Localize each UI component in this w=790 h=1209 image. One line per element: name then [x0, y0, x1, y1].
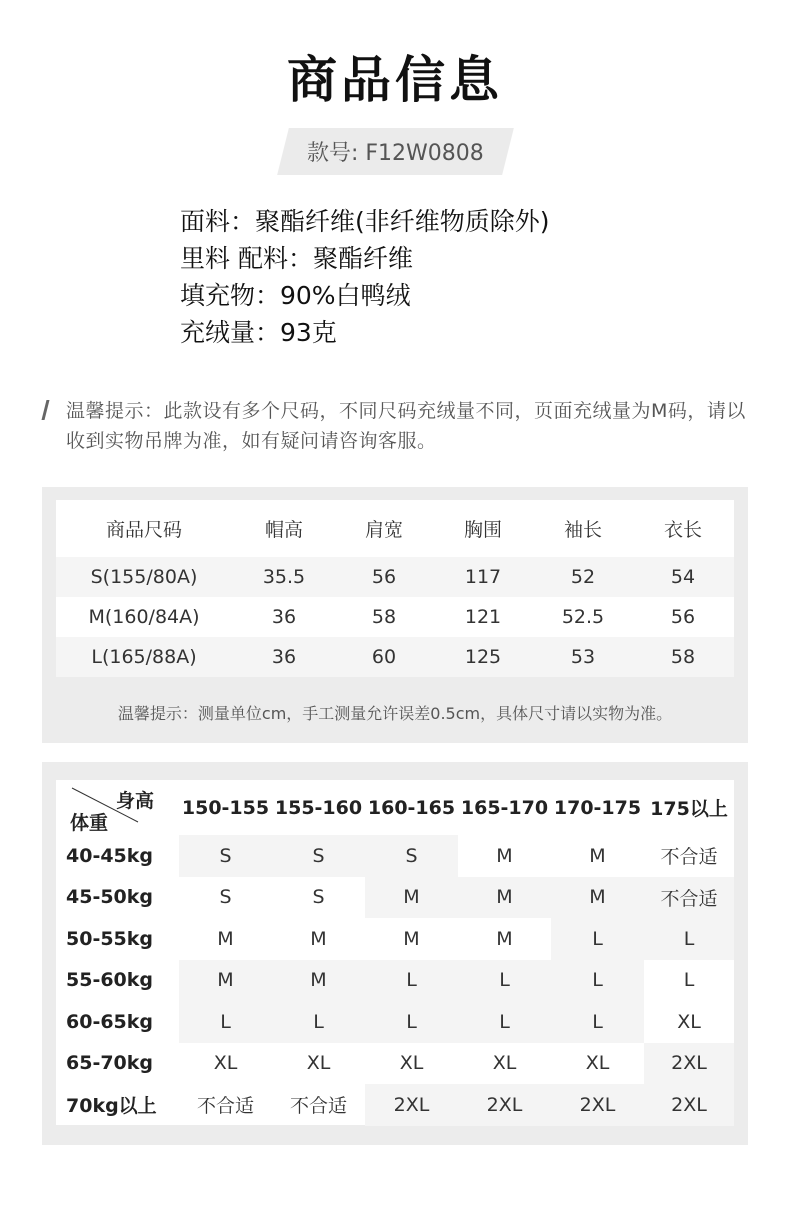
size-table-header-row [56, 500, 734, 557]
weight-range-label: 40-45kg [66, 844, 154, 867]
size-table-cell: 52.5 [561, 606, 605, 628]
recommended-size-cell: 2XL [644, 1043, 734, 1085]
table-row [56, 1043, 734, 1085]
table-row [56, 557, 734, 597]
weight-range-label: 45-50kg [66, 886, 154, 909]
size-table-cell: 36 [271, 606, 297, 628]
recommended-size-cell: 不合适 [289, 1095, 347, 1118]
material-line: 面料：聚酯纤维(非纤维物质除外) [180, 207, 550, 236]
table-row [56, 877, 734, 919]
recommended-size-cell: 2XL [551, 1084, 644, 1126]
height-range-header: 155-160 [274, 796, 363, 819]
recommended-size-cell: L [365, 960, 458, 1002]
size-table-cell: 117 [464, 566, 502, 588]
height-range-header: 160-165 [367, 796, 456, 819]
size-table-cell: 56 [371, 566, 397, 588]
height-range-header: 165-170 [460, 796, 549, 819]
table-row [56, 835, 734, 877]
size-table-cell: S(155/80A) [90, 566, 198, 588]
size-table-cell: 60 [371, 646, 397, 668]
recommended-size-cell: S [365, 835, 458, 877]
recommended-size-cell: L [551, 960, 644, 1002]
size-table-header-cell: 衣长 [663, 519, 702, 541]
recommended-size-cell: L [365, 1001, 458, 1043]
recommended-size-cell: M [179, 960, 272, 1002]
size-table-header-cell: 帽高 [264, 519, 303, 541]
sku-badge [277, 128, 514, 175]
material-line: 填充物：90%白鸭绒 [180, 281, 411, 310]
weight-range-label: 55-60kg [66, 969, 154, 992]
table-row [56, 1084, 734, 1126]
size-table [56, 500, 734, 677]
materials-list [180, 203, 550, 351]
size-table-header-cell: 肩宽 [364, 519, 403, 541]
recommended-size-cell: L [644, 918, 734, 960]
recommended-size-cell: M [551, 877, 644, 919]
size-table-cell: 53 [570, 646, 596, 668]
tip-text: 温馨提示：此款设有多个尺码，不同尺码充绒量不同，页面充绒量为M码，请以收到实物吊牌为准，如有疑问请咨询客服。 [66, 400, 746, 452]
recommended-size-cell: M [365, 877, 458, 919]
size-table-cell: 35.5 [262, 566, 306, 588]
recommended-size-cell: M [217, 927, 234, 950]
recommended-size-cell: 2XL [458, 1084, 551, 1126]
height-range-header: 175以上 [650, 798, 728, 820]
tip-marker [42, 400, 50, 420]
recommended-size-cell: 2XL [644, 1084, 734, 1126]
recommended-size-cell: XL [492, 1052, 517, 1075]
recommended-size-cell: M [589, 844, 606, 867]
recommended-size-cell: L [458, 960, 551, 1002]
recommended-size-cell: 不合适 [660, 846, 718, 869]
recommended-size-cell: XL [399, 1052, 424, 1075]
corner-height-label: 身高 [116, 790, 155, 812]
recommended-size-cell: M [496, 844, 513, 867]
recommended-size-cell: L [551, 918, 644, 960]
recommended-size-cell: S [272, 835, 365, 877]
size-table-panel [42, 487, 748, 743]
size-table-cell: L(165/88A) [91, 646, 197, 668]
recommended-size-cell: M [403, 927, 420, 950]
size-table-cell: 58 [371, 606, 397, 628]
weight-range-label: 65-70kg [66, 1052, 154, 1075]
recommended-size-cell: 不合适 [196, 1095, 254, 1118]
table-row [56, 637, 734, 677]
table-row [56, 960, 734, 1002]
corner-weight-label: 体重 [70, 812, 109, 834]
sku-badge-wrap [0, 128, 790, 175]
recommended-size-cell: L [551, 1001, 644, 1043]
size-table-note: 温馨提示：测量单位cm，手工测量允许误差0.5cm，具体尺寸请以实物为准。 [117, 704, 673, 723]
size-table-cell: 56 [670, 606, 696, 628]
size-table-header-cell: 袖长 [563, 519, 602, 541]
sku-text: 款号: F12W0808 [306, 141, 484, 166]
height-range-header: 170-175 [553, 796, 642, 819]
recommended-size-cell: 2XL [365, 1084, 458, 1126]
weight-range-label: 60-65kg [66, 1010, 154, 1033]
recommended-size-cell: L [179, 1001, 272, 1043]
recommended-size-cell: L [272, 1001, 365, 1043]
recommended-size-cell: S [219, 886, 232, 909]
material-line: 里料 配料：聚酯纤维 [180, 244, 413, 273]
recommended-size-cell: XL [677, 1010, 701, 1033]
recommended-size-cell: XL [213, 1052, 238, 1075]
recommended-size-cell: M [310, 927, 327, 950]
size-table-cell: M(160/84A) [88, 606, 200, 628]
material-line: 充绒量：93克 [180, 318, 337, 347]
recommended-size-cell: S [179, 835, 272, 877]
size-table-header-cell: 胸围 [463, 519, 502, 541]
table-row [56, 1001, 734, 1043]
table-row [56, 918, 734, 960]
recommended-size-cell: S [312, 886, 325, 909]
size-table-cell: 121 [464, 606, 502, 628]
weight-range-label: 70kg以上 [66, 1095, 157, 1118]
size-table-cell: 36 [271, 646, 297, 668]
recommend-table [56, 780, 734, 1125]
recommended-size-cell: 不合适 [644, 877, 734, 919]
recommended-size-cell: M [458, 877, 551, 919]
height-range-header: 150-155 [181, 796, 270, 819]
size-table-cell: 52 [570, 566, 596, 588]
page-title: 商品信息 [287, 51, 503, 109]
recommended-size-cell: M [272, 960, 365, 1002]
recommend-table-panel [42, 762, 748, 1145]
recommend-table-header-row [56, 780, 734, 835]
weight-range-label: 50-55kg [66, 927, 154, 950]
recommended-size-cell: XL [585, 1052, 610, 1075]
size-table-cell: 54 [670, 566, 696, 588]
recommended-size-cell: M [496, 927, 513, 950]
size-table-header-cell: 商品尺码 [105, 519, 182, 541]
table-row [56, 597, 734, 637]
size-table-cell: 125 [464, 646, 502, 668]
recommended-size-cell: L [458, 1001, 551, 1043]
recommended-size-cell: XL [306, 1052, 331, 1075]
recommended-size-cell: L [683, 969, 695, 992]
table-corner-cell [56, 780, 179, 835]
size-table-cell: 58 [670, 646, 696, 668]
